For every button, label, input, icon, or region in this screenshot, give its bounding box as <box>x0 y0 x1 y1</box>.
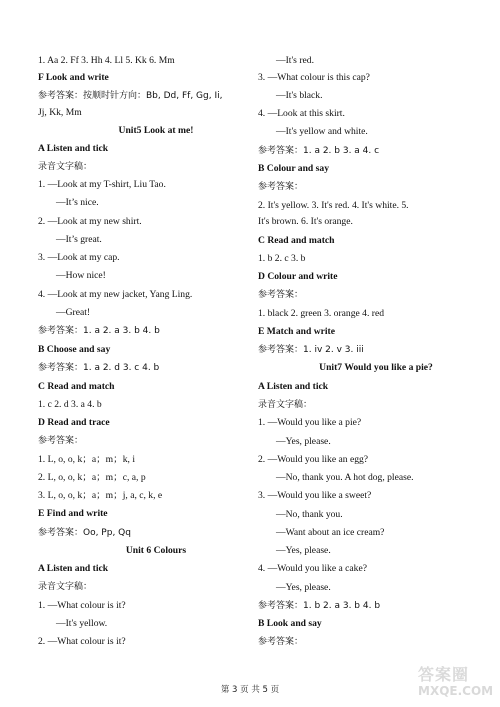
answer-line: 1. black 2. green 3. orange 4. red <box>258 308 385 319</box>
unit-title: Unit 6 Colours <box>125 545 187 556</box>
answer-line: 参考答案：1. b 2. a 3. b 4. b <box>258 601 381 611</box>
dialogue-line: —It's yellow. <box>56 618 108 629</box>
unit-title: Unit5 Look at me! <box>118 125 194 136</box>
answer-line: 参考答案：1. a 2. d 3. c 4. b <box>38 363 160 373</box>
answer-line: 1. c 2. d 3. a 4. b <box>38 399 102 410</box>
page-footer: 第 3 页 共 5 页 <box>220 685 280 695</box>
dialogue-line: —It’s great. <box>56 234 102 245</box>
dialogue-line: 1. —Look at my T-shirt, Liu Tao. <box>38 179 166 190</box>
dialogue-line: —It's red. <box>276 55 314 66</box>
dialogue-line: 3. —Would you like a sweet? <box>258 490 372 501</box>
section-heading: C Read and match <box>38 381 115 392</box>
dialogue-line: 4. —Would you like a cake? <box>258 563 367 574</box>
dialogue-line: 4. —Look at my new jacket, Yang Ling. <box>38 289 193 300</box>
section-heading: A Listen and tick <box>38 143 109 154</box>
section-heading: D Colour and write <box>258 271 338 282</box>
answer-label: 参考答案： <box>258 290 304 300</box>
dialogue-line: 2. —What colour is it? <box>38 636 126 647</box>
answer-line: Jj, Kk, Mm <box>38 107 82 118</box>
answer-line: 参考答案：按顺时针方向：Bb, Dd, Ff, Gg, Ii, <box>38 91 223 101</box>
dialogue-line: —How nice! <box>56 270 106 281</box>
dialogue-line: —It's black. <box>276 90 323 101</box>
answer-line: 参考答案：Oo, Pp, Qq <box>38 528 131 538</box>
dialogue-line: 2. —Look at my new shirt. <box>38 216 142 227</box>
answer-line: 2. L, o, o, k；a；m；c, a, p <box>38 472 146 483</box>
dialogue-line: —Yes, please. <box>276 582 331 593</box>
dialogue-line: —Yes, please. <box>276 545 331 556</box>
unit-title: Unit7 Would you like a pie? <box>319 362 433 373</box>
answer-label: 参考答案： <box>258 637 304 647</box>
section-heading: F Look and write <box>38 72 109 83</box>
section-heading: A Listen and tick <box>38 563 109 574</box>
answer-line: 2. It's yellow. 3. It's red. 4. It's white. 5. <box>258 200 409 211</box>
watermark-logo <box>414 662 496 702</box>
dialogue-line: 4. —Look at this skirt. <box>258 108 345 119</box>
answer-line: 参考答案：1. iv 2. v 3. iii <box>258 345 364 355</box>
answer-line: 参考答案：1. a 2. a 3. b 4. b <box>38 326 160 336</box>
answer-line: 1. L, o, o, k；a；m；k, i <box>38 454 135 465</box>
section-heading: B Colour and say <box>258 163 329 174</box>
answer-line: 3. L, o, o, k；a；m；j, a, c, k, e <box>38 490 163 501</box>
dialogue-line: —No, thank you. A hot dog, please. <box>276 472 414 483</box>
dialogue-line: 3. —What colour is this cap? <box>258 72 370 83</box>
answer-line: 1. b 2. c 3. b <box>258 253 306 264</box>
answer-label: 参考答案： <box>38 436 84 446</box>
dialogue-line: —It's yellow and white. <box>276 126 368 137</box>
dialogue-line: —It’s nice. <box>56 197 99 208</box>
dialogue-line: 1. —What colour is it? <box>38 600 126 611</box>
section-heading: E Find and write <box>38 508 108 519</box>
section-heading: A Listen and tick <box>258 381 329 392</box>
dialogue-line: —No, thank you. <box>276 509 343 520</box>
dialogue-line: —Yes, please. <box>276 436 331 447</box>
dialogue-line: 1. —Would you like a pie? <box>258 417 362 428</box>
answer-label: 参考答案： <box>258 182 304 192</box>
watermark-url: MXQE.COM <box>418 684 494 698</box>
transcript-label: 录音文字稿： <box>38 162 93 172</box>
transcript-label: 录音文字稿： <box>38 582 93 592</box>
section-heading: D Read and trace <box>38 417 110 428</box>
section-heading: B Choose and say <box>38 344 111 355</box>
transcript-label: 录音文字稿： <box>258 400 313 410</box>
answer-line: 参考答案：1. a 2. b 3. a 4. c <box>258 146 380 156</box>
dialogue-line: 2. —Would you like an egg? <box>258 454 369 465</box>
answer-line: 1. Aa 2. Ff 3. Hh 4. Ll 5. Kk 6. Mm <box>38 55 175 66</box>
section-heading: E Match and write <box>258 326 336 337</box>
section-heading: C Read and match <box>258 235 335 246</box>
dialogue-line: —Want about an ice cream? <box>276 527 385 538</box>
dialogue-line: 3. —Look at my cap. <box>38 252 120 263</box>
answer-line: It's brown. 6. It's orange. <box>258 216 353 227</box>
section-heading: B Look and say <box>258 618 322 629</box>
watermark-text: 答案圈 <box>418 665 470 684</box>
dialogue-line: —Great! <box>56 307 91 318</box>
